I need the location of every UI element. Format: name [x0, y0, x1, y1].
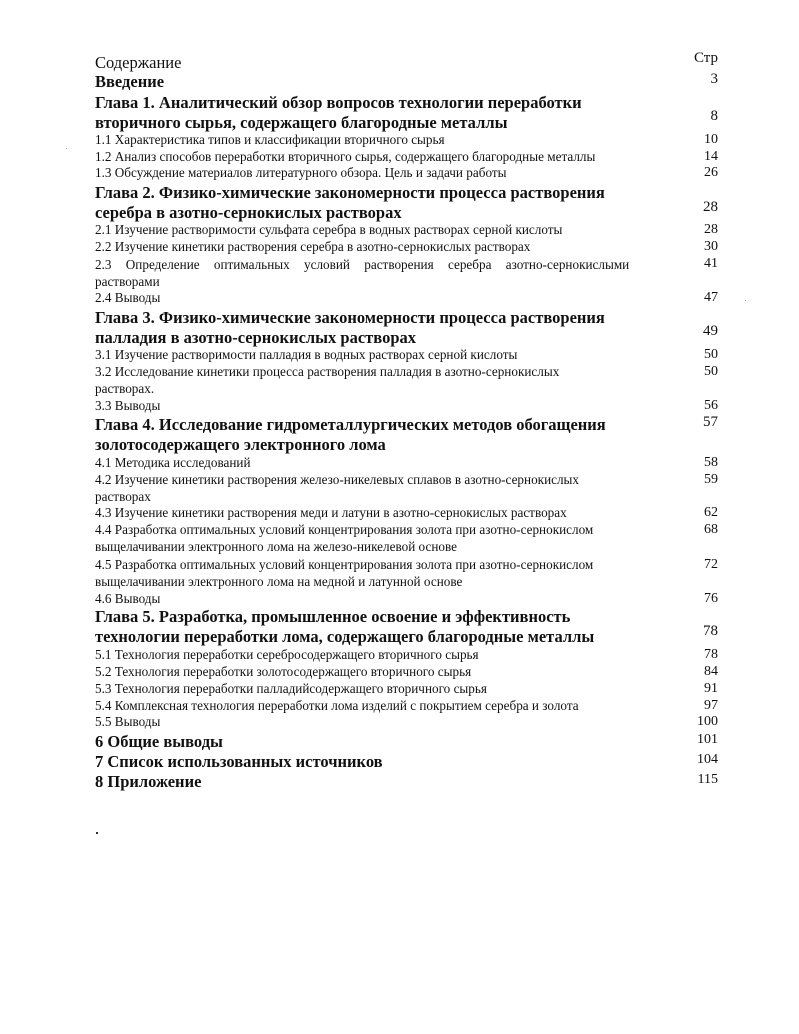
chapter-title-line1: Глава 2. Физико-химические закономерности процесса растворения	[95, 183, 605, 202]
toc-entry-4-5[interactable]	[95, 557, 718, 591]
entry-text: 4.6 Выводы	[95, 591, 161, 606]
entry-text: 4.1 Методика исследований	[95, 455, 251, 470]
entry-page: 72	[704, 557, 718, 572]
entry-page: 26	[704, 165, 718, 180]
toc-entry-1-2[interactable]	[95, 149, 718, 166]
toc-entry-4-4[interactable]	[95, 522, 718, 556]
page-column-label: Стр	[693, 50, 718, 66]
entry-page: 78	[704, 647, 718, 662]
toc-entry-3-1[interactable]	[95, 347, 718, 364]
entry-text-line2: растворами	[95, 274, 160, 289]
chapter-title-line2: вторичного сырья, содержащего благородные металлы	[95, 113, 508, 132]
entry-page: 59	[704, 472, 718, 487]
scan-speck	[96, 832, 98, 834]
chapter-title-line1: Глава 3. Физико-химические закономерности процесса растворения	[95, 308, 605, 327]
entry-page: 47	[704, 290, 718, 305]
entry-page: 58	[704, 455, 718, 470]
entry-text-line2: выщелачивании электронного лома на медной и латунной основе	[95, 574, 463, 589]
entry-page: 3	[710, 71, 718, 87]
toc-chapter-3[interactable]	[95, 308, 718, 348]
entry-page: 10	[704, 132, 718, 147]
toc-chapter-5[interactable]	[95, 607, 718, 647]
entry-page: 56	[704, 398, 718, 413]
toc-entry-1-3[interactable]	[95, 165, 718, 182]
entry-page: 76	[704, 591, 718, 606]
entry-text: 7 Список использованных источников	[95, 752, 383, 771]
entry-text: 5.5 Выводы	[95, 714, 161, 729]
entry-page: 91	[704, 681, 718, 696]
chapter-title-line2: серебра в азотно-сернокислых растворах	[95, 203, 402, 222]
entry-text: 1.1 Характеристика типов и классификации вторичного сырья	[95, 132, 445, 147]
toc-entry-5-2[interactable]	[95, 664, 718, 681]
entry-page: 100	[697, 714, 718, 729]
toc-entry-intro[interactable]	[95, 72, 718, 92]
toc-entry-5-1[interactable]	[95, 647, 718, 664]
entry-page: 78	[703, 623, 718, 639]
entry-text: 2.4 Выводы	[95, 290, 161, 305]
entry-page: 104	[697, 752, 718, 767]
toc-chapter-4[interactable]	[95, 415, 718, 455]
toc-entry-6[interactable]	[95, 732, 718, 752]
chapter-title-line1: Глава 1. Аналитический обзор вопросов технологии переработки	[95, 93, 582, 112]
scan-speck	[745, 300, 746, 301]
entry-page: 115	[697, 772, 718, 787]
entry-text: 3.3 Выводы	[95, 398, 161, 413]
toc-entry-2-4[interactable]	[95, 290, 718, 307]
entry-page: 68	[704, 522, 718, 537]
toc-chapter-1[interactable]	[95, 93, 718, 133]
entry-page: 84	[704, 664, 718, 679]
entry-text-line2: выщелачивании электронного лома на железо-никелевой основе	[95, 539, 457, 554]
chapter-title-line1: Глава 5. Разработка, промышленное освоение и эффективность	[95, 607, 571, 626]
toc-entry-8[interactable]	[95, 772, 718, 792]
entry-page: 30	[704, 239, 718, 254]
entry-text: 1.2 Анализ способов переработки вторичного сырья, содержащего благородные металлы	[95, 149, 596, 164]
entry-text-line1: 2.3 Определение оптимальных условий растворения серебра азотно-сернокислыми	[95, 257, 630, 272]
entry-page: 57	[703, 414, 718, 430]
entry-text: 3.1 Изучение растворимости палладия в водных растворах серной кислоты	[95, 347, 518, 362]
entry-page: 101	[697, 732, 718, 747]
chapter-title-line1: Глава 4. Исследование гидрометаллургических методов обогащения	[95, 415, 606, 434]
entry-text: 6 Общие выводы	[95, 732, 223, 751]
entry-text: 1.3 Обсуждение материалов литературного обзора. Цель и задачи работы	[95, 165, 507, 180]
scan-speck	[66, 148, 67, 149]
entry-text: 5.1 Технология переработки серебросодержащего вторичного сырья	[95, 647, 479, 662]
entry-text: 5.3 Технология переработки палладийсодержащего вторичного сырья	[95, 681, 487, 696]
entry-page: 41	[704, 256, 718, 271]
toc-title: Содержание	[95, 53, 182, 72]
entry-page: 50	[704, 347, 718, 362]
entry-text-line1: 4.4 Разработка оптимальных условий концентрирования золота при азотно-сернокислом	[95, 522, 594, 537]
toc-entry-7[interactable]	[95, 752, 718, 772]
entry-text-line2: растворах.	[95, 381, 155, 396]
entry-page: 28	[704, 222, 718, 237]
entry-text-line1: 4.5 Разработка оптимальных условий концентрирования золота при азотно-сернокислом	[95, 557, 594, 572]
toc-entry-5-4[interactable]	[95, 698, 718, 715]
toc-entry-4-1[interactable]	[95, 455, 718, 472]
entry-text-line1: 3.2 Исследование кинетики процесса растворения палладия в азотно-сернокислых	[95, 364, 560, 379]
entry-text: 4.3 Изучение кинетики растворения меди и латуни в азотно-сернокислых растворах	[95, 505, 567, 520]
toc-entry-4-6[interactable]	[95, 591, 718, 608]
toc-entry-3-3[interactable]	[95, 398, 718, 415]
toc-entry-2-2[interactable]	[95, 239, 718, 256]
entry-page: 50	[704, 364, 718, 379]
entry-text: 5.2 Технология переработки золотосодержащего вторичного сырья	[95, 664, 472, 679]
entry-text: 2.1 Изучение растворимости сульфата серебра в водных растворах серной кислоты	[95, 222, 563, 237]
entry-text-line2: растворах	[95, 489, 151, 504]
chapter-title-line2: палладия в азотно-сернокислых растворах	[95, 328, 416, 347]
entry-text: 2.2 Изучение кинетики растворения серебра в азотно-сернокислых растворах	[95, 239, 531, 254]
entry-page: 62	[704, 505, 718, 520]
entry-text: Введение	[95, 72, 165, 91]
entry-page: 97	[704, 698, 718, 713]
toc-entry-5-3[interactable]	[95, 681, 718, 698]
entry-page: 49	[703, 323, 718, 339]
toc-entry-1-1[interactable]	[95, 132, 718, 149]
chapter-title-line2: технологии переработки лома, содержащего благородные металлы	[95, 627, 595, 646]
entry-page: 14	[704, 149, 718, 164]
toc-entry-5-5[interactable]	[95, 714, 718, 731]
toc-entry-4-2[interactable]	[95, 472, 718, 506]
toc-entry-2-1[interactable]	[95, 222, 718, 239]
entry-text: 8 Приложение	[95, 772, 202, 791]
toc-entry-3-2[interactable]	[95, 364, 718, 398]
entry-page: 8	[710, 108, 718, 124]
entry-text: 5.4 Комплексная технология переработки лома изделий с покрытием серебра и золота	[95, 698, 579, 713]
toc-header	[95, 52, 718, 74]
chapter-title-line2: золотосодержащего электронного лома	[95, 435, 386, 454]
toc-entry-2-3[interactable]	[95, 256, 718, 290]
entry-page: 28	[703, 199, 718, 215]
toc-chapter-2[interactable]	[95, 183, 718, 223]
entry-text-line1: 4.2 Изучение кинетики растворения железо-никелевых сплавов в азотно-сернокислых	[95, 472, 580, 487]
toc-entry-4-3[interactable]	[95, 505, 718, 522]
